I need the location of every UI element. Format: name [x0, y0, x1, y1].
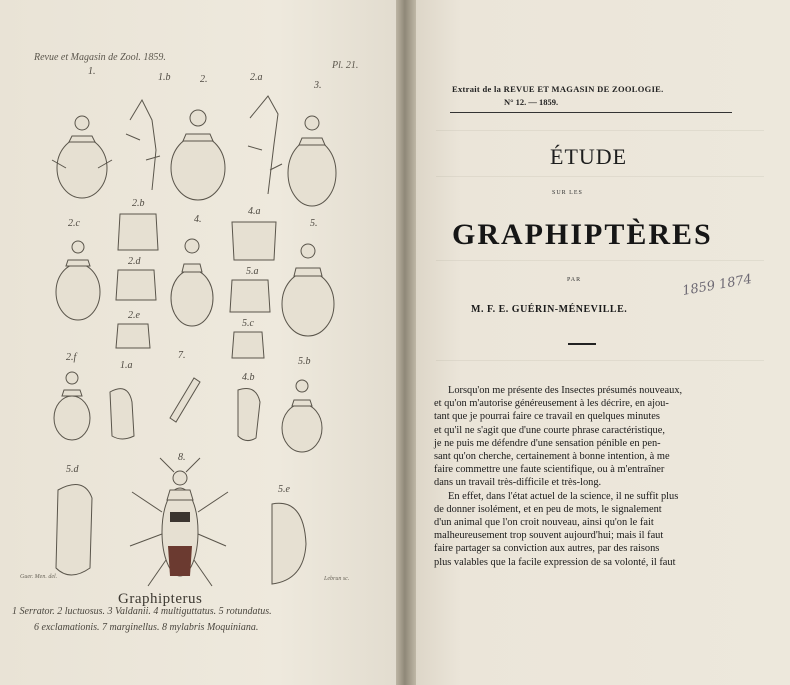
text-line: sant qu'on cherche, certainement à bonne intention, à me: [434, 451, 670, 463]
book-gutter: [396, 0, 418, 685]
fig-label: 5.a: [246, 266, 259, 277]
text-line: faire commettre une faute scientifique, ou à m'entraîner: [434, 464, 665, 476]
elytron-1a: [110, 389, 134, 439]
fig-label: 5.d: [66, 464, 79, 475]
ornamental-rule: [568, 343, 596, 345]
title-etude: ÉTUDE: [550, 144, 628, 169]
plate-header-right: Pl. 21.: [332, 60, 359, 71]
fig-label: 1.b: [158, 72, 171, 83]
text-line: dans un travail très-difficile et très-long.: [434, 477, 602, 489]
plate-caption-line-2: 6 exclamationis. 7 marginellus. 8 mylabris Moquiniana.: [34, 622, 259, 633]
text-line: malheureusement trop souvent aujourd'hui; mais il faut: [434, 530, 664, 542]
paragraph-1: [434, 384, 754, 490]
article-body: [434, 384, 754, 569]
title-sur-les: SUR LES: [552, 190, 583, 196]
fig-label: 2.d: [128, 256, 141, 267]
elytron-4b: [238, 389, 260, 441]
extract-line: Extrait de la REVUE ET MAGASIN DE ZOOLOGIE.: [452, 84, 664, 94]
title-graphipteres: GRAPHIPTÈRES: [452, 218, 713, 251]
beetle-figure-4: [171, 239, 213, 326]
fig-label: 8.: [178, 452, 186, 463]
fig-label: 2.a: [250, 72, 263, 83]
beetle-figure-3: [288, 116, 336, 206]
fig-label: 4.a: [248, 206, 261, 217]
fig-label: 5.: [310, 218, 318, 229]
title-par: PAR: [567, 277, 582, 283]
leg-figure-1b: [126, 100, 160, 190]
plate-caption-line-1: 1 Serrator. 2 luctuosus. 3 Valdanii. 4 multiguttatus. 5 rotundatus.: [12, 606, 272, 617]
text-line: faire partager sa conviction aux autres, par des raisons: [434, 543, 660, 555]
elytron-5d: [56, 485, 92, 575]
fig-label: 3.: [314, 80, 322, 91]
beetle-figure-2f: [54, 372, 90, 440]
text-line: tant que je pourrai faire ce travail en quelques minutes: [434, 411, 660, 423]
segment-2b: [118, 214, 158, 250]
segment-5a: [230, 280, 270, 312]
artist-credit-left: Guer. Men. del.: [20, 574, 58, 580]
fig-label: 1.a: [120, 360, 133, 371]
segment-2d: [116, 270, 156, 300]
handwritten-note: 1859 1874: [681, 272, 754, 299]
fig-label: 5.e: [278, 484, 290, 495]
elytron-5e: [272, 503, 306, 584]
fig-label: 2.b: [132, 198, 145, 209]
leg-figure-2a: [248, 96, 282, 194]
beetle-figure-5: [282, 244, 334, 336]
fig-label: 2.: [200, 74, 208, 85]
text-line: et qu'il ne s'agit que d'une courte phrase caractéristique,: [434, 424, 665, 436]
fig-label: 5.c: [242, 318, 254, 329]
fig-label: 2.c: [68, 218, 80, 229]
fig-label: 2.e: [128, 310, 140, 321]
paragraph-2: [434, 490, 754, 569]
segment-4a: [232, 222, 276, 260]
author-line: M. F. E. GUÉRIN-MÉNEVILLE.: [471, 304, 628, 315]
segment-5c: [232, 332, 264, 358]
segment-2e: [116, 324, 150, 348]
fig-label: 1.: [88, 66, 96, 77]
beetle-figure-5b: [282, 380, 322, 452]
text-line: de donner isolément, et en peu de mots, le signalement: [434, 503, 662, 515]
fig-label: 5.b: [298, 356, 311, 367]
plate-caption-title: Graphipterus: [118, 591, 203, 607]
fig-label: 4.: [194, 214, 202, 225]
text-line: d'un animal que l'on croit nouveau, ainsi qu'on le fait: [434, 517, 654, 529]
text-line: et qu'on m'autorise généreusement à les décrire, en ajou-: [434, 398, 669, 410]
header-rule: [450, 112, 732, 113]
text-line: Lorsqu'on me présente des Insectes présumés nouveaux,: [448, 385, 683, 396]
plate-header-left: Revue et Magasin de Zool. 1859.: [34, 52, 166, 63]
beetle-figure-1: [52, 116, 112, 198]
fig-label: 7.: [178, 350, 186, 361]
beetle-figure-2c: [56, 241, 100, 320]
article-title-page: [416, 0, 790, 685]
fig-label: 2.f: [66, 352, 77, 363]
fig-label: 4.b: [242, 372, 255, 383]
text-line: je ne puis me défendre d'une sensation pénible en pen-: [434, 437, 661, 449]
issue-line: N° 12. — 1859.: [504, 97, 559, 107]
antenna-figure-7: [170, 378, 200, 422]
beetle-figure-2: [171, 110, 225, 200]
artist-credit-right: Lebrun sc.: [324, 576, 350, 582]
text-line: plus valables que la facile expression de sa volonté, il faut: [434, 556, 676, 568]
text-line: En effet, dans l'état actuel de la science, il ne suffit plus: [448, 490, 679, 502]
